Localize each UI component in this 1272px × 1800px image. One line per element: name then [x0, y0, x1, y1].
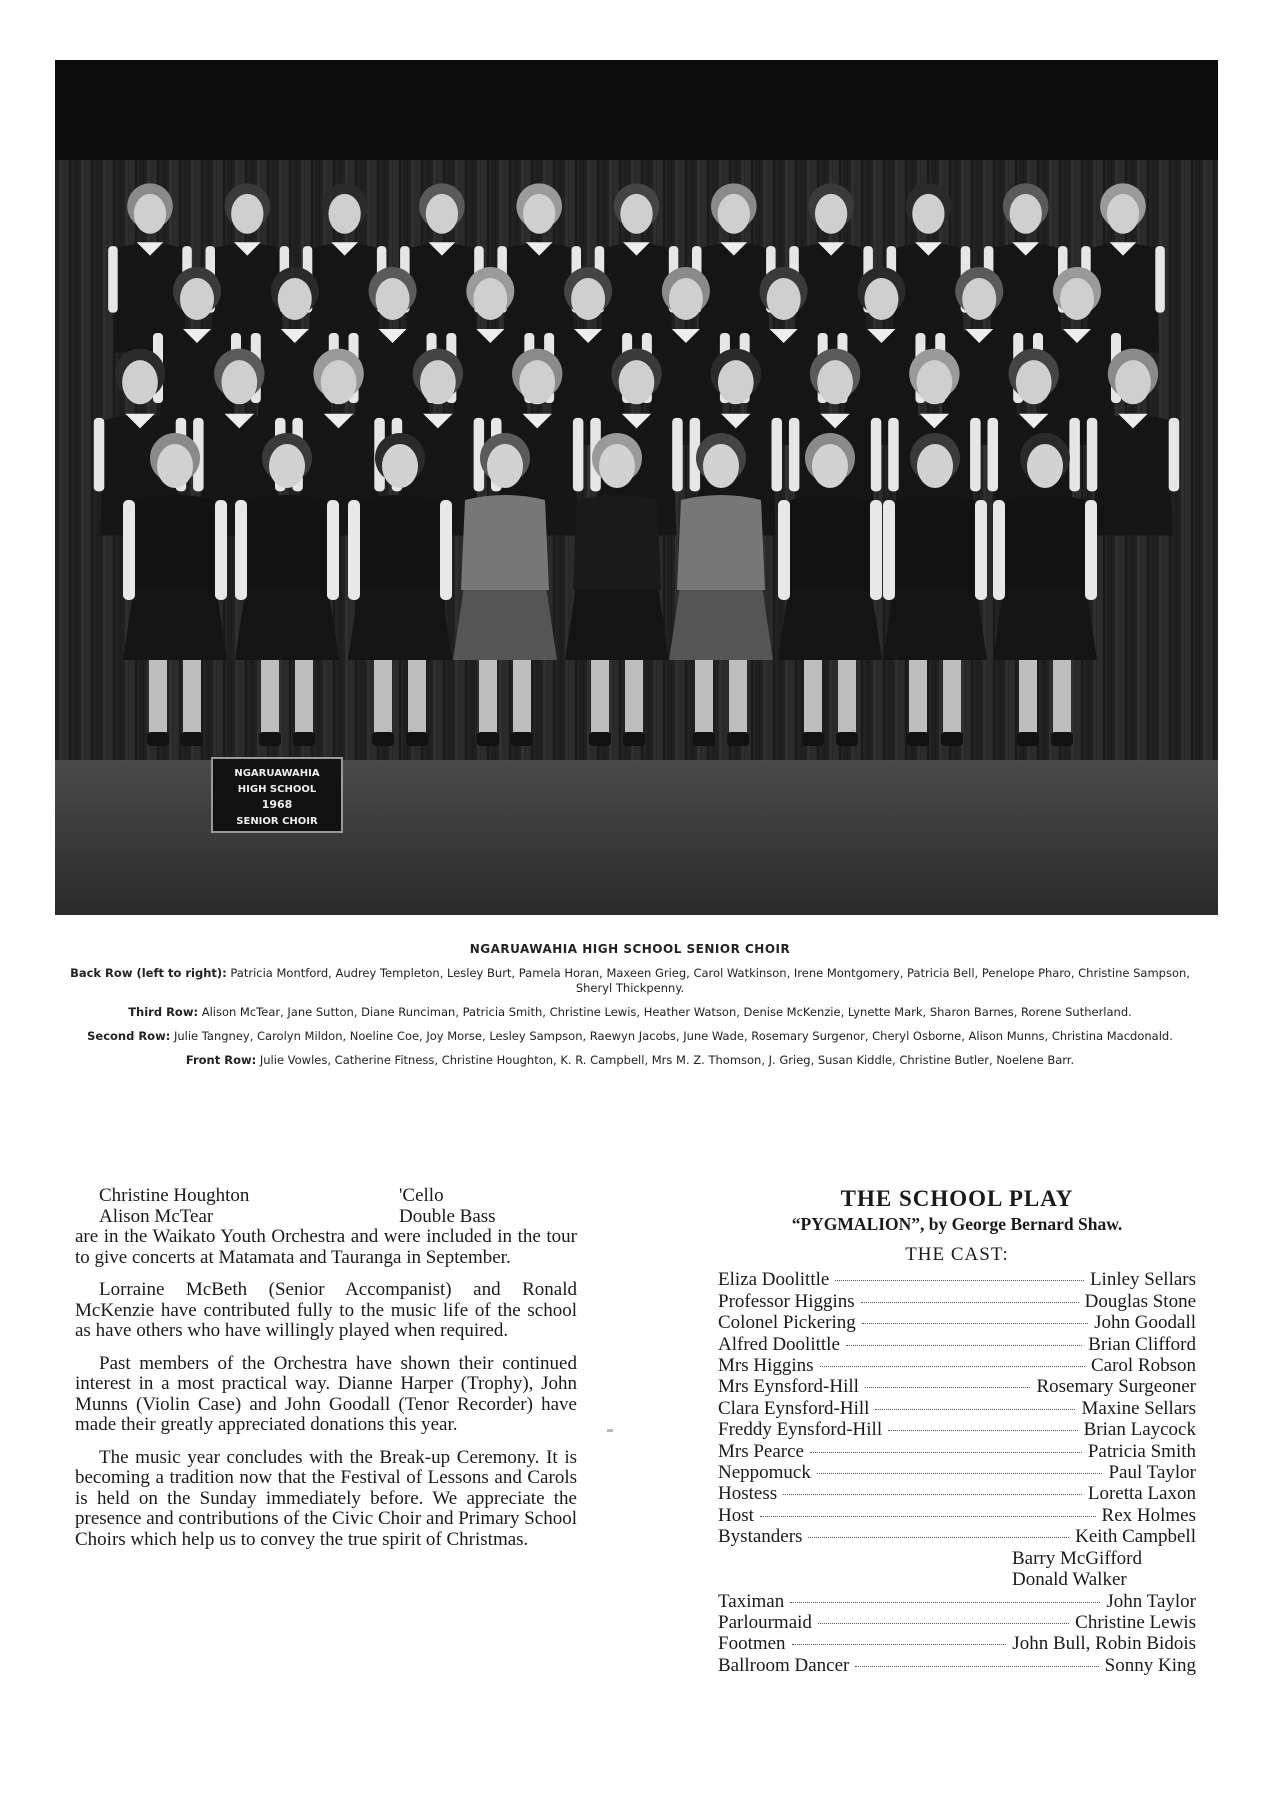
cast-role: Eliza Doolittle — [718, 1269, 830, 1291]
cast-heading: THE CAST: — [905, 1244, 1009, 1265]
cast-role: Mrs Eynsford-Hill — [718, 1376, 859, 1398]
cast-row — [718, 1612, 1196, 1633]
cast-role: Neppomuck — [718, 1462, 811, 1484]
dotted-leader — [790, 1602, 1100, 1603]
musician-name: Christine Houghton — [99, 1185, 250, 1206]
cast-row — [718, 1526, 1196, 1547]
cast-role: Clara Eynsford-Hill — [718, 1397, 870, 1419]
cast-actor: Brian Laycock — [1083, 1419, 1196, 1441]
cast-actor: John Bull, Robin Bidois — [1012, 1633, 1196, 1655]
sign-line-1: NGARUAWAHIA — [234, 768, 320, 779]
cast-role: Host — [718, 1504, 754, 1526]
instrument-name: Double Bass — [399, 1205, 496, 1227]
cast-row — [718, 1376, 1196, 1397]
cast-row — [718, 1334, 1196, 1355]
cast-actor: Brian Clifford — [1088, 1333, 1196, 1355]
cast-row — [718, 1312, 1196, 1333]
cast-row — [718, 1441, 1196, 1462]
cast-actor: John Taylor — [1106, 1590, 1196, 1612]
musician-name: Alison McTear — [99, 1205, 214, 1227]
caption-row-second — [70, 1029, 1190, 1044]
cast-row — [718, 1355, 1196, 1376]
dotted-leader — [810, 1452, 1082, 1453]
cast-role: Alfred Doolittle — [718, 1333, 840, 1355]
dotted-leader — [846, 1345, 1082, 1346]
photo-caption — [70, 942, 1190, 1077]
caption-row-names: Patricia Montford, Audrey Templeton, Lesley Burt, Pamela Horan, Maxeen Grieg, Carol Watkinson, Irene Montgomery, Patricia Bell, Penelope Pharo, Christine Sampson, Sheryl Thickpenny. — [230, 966, 1190, 995]
dotted-leader — [865, 1387, 1031, 1388]
dotted-leader — [817, 1473, 1103, 1474]
cast-role: Taximan — [718, 1590, 785, 1612]
cast-actor: Linley Sellars — [1089, 1269, 1196, 1291]
cast-role: Hostess — [718, 1483, 778, 1505]
print-speck — [607, 1429, 613, 1432]
cast-row — [718, 1633, 1196, 1654]
cast-row — [718, 1505, 1196, 1526]
dotted-leader — [783, 1494, 1082, 1495]
cast-row — [718, 1419, 1196, 1440]
cast-role: Footmen — [718, 1633, 786, 1655]
cast-row — [718, 1462, 1196, 1483]
cast-actor-extra: Donald Walker — [1012, 1569, 1127, 1591]
instrument-row — [75, 1186, 577, 1207]
cast-role: Ballroom Dancer — [718, 1654, 850, 1676]
choir-sign — [212, 758, 342, 832]
dotted-leader — [792, 1644, 1007, 1645]
caption-row-names: Julie Vowles, Catherine Fitness, Christine Houghton, K. R. Campbell, Mrs M. Z. Thomson, J. Grieg, Susan Kiddle, Christine Butler, Noelene Barr. — [259, 1053, 1075, 1067]
cast-row — [718, 1483, 1196, 1504]
instrument-row — [75, 1207, 577, 1228]
cast-actor: Patricia Smith — [1087, 1440, 1196, 1462]
cast-role: Professor Higgins — [718, 1290, 855, 1312]
cast-actor: Rex Holmes — [1101, 1504, 1196, 1526]
cast-actor: Christine Lewis — [1075, 1611, 1196, 1633]
caption-title: NGARUAWAHIA HIGH SCHOOL SENIOR CHOIR — [469, 942, 791, 956]
caption-row-label: Front Row: — [185, 1053, 257, 1067]
dotted-leader — [888, 1430, 1078, 1431]
cast-actor: Loretta Laxon — [1087, 1483, 1196, 1505]
cast-role: Parlourmaid — [718, 1611, 812, 1633]
cast-actor: Maxine Sellars — [1081, 1397, 1196, 1419]
choir-photo-drawing — [55, 60, 1218, 915]
dotted-leader — [862, 1323, 1088, 1324]
cast-list — [718, 1269, 1196, 1676]
caption-row-third — [70, 1005, 1190, 1020]
music-paragraph: Past members of the Orchestra have shown their continued interest in a most practical way. Dianne Harper (Trophy), John Munns (Violin Case) and John Goodall (Tenor Recorder) have made their greatly appreciated donations this year. — [75, 1352, 577, 1435]
cast-role: Freddy Eynsford-Hill — [718, 1419, 883, 1441]
sign-line-3: 1968 — [261, 798, 293, 811]
cast-actor: Paul Taylor — [1108, 1462, 1196, 1484]
dotted-leader — [835, 1280, 1084, 1281]
cast-role: Mrs Higgins — [718, 1355, 814, 1377]
caption-row-front — [70, 1053, 1190, 1068]
choir-photo — [55, 60, 1218, 915]
music-column — [75, 1186, 577, 1562]
caption-row-label: Third Row: — [128, 1005, 199, 1019]
cast-actor-extra: Barry McGifford — [1012, 1547, 1142, 1569]
cast-actor: Douglas Stone — [1084, 1290, 1196, 1312]
play-subtitle: “PYGMALION”, by George Bernard Shaw. — [791, 1214, 1123, 1234]
cast-row — [718, 1591, 1196, 1612]
dotted-leader — [808, 1537, 1069, 1538]
dotted-leader — [861, 1302, 1079, 1303]
cast-role: Mrs Pearce — [718, 1440, 804, 1462]
play-title: THE SCHOOL PLAY — [840, 1186, 1074, 1211]
caption-row-label: Second Row: — [87, 1029, 171, 1043]
instrument-name: 'Cello — [399, 1185, 444, 1206]
music-paragraph: are in the Waikato Youth Orchestra and were included in the tour to give concerts at Matamata and Tauranga in September. — [75, 1226, 577, 1268]
caption-row-names: Julie Tangney, Carolyn Mildon, Noeline Coe, Joy Morse, Lesley Sampson, Raewyn Jacobs, June Wade, Rosemary Surgenor, Cheryl Osborne, Alison Munns, Christina Macdonald. — [173, 1029, 1173, 1043]
sign-line-4: SENIOR CHOIR — [236, 816, 318, 827]
dotted-leader — [855, 1666, 1098, 1667]
cast-actor: Rosemary Surgeoner — [1036, 1376, 1196, 1398]
photo-top-band — [55, 60, 1218, 160]
cast-actor: Keith Campbell — [1075, 1526, 1196, 1548]
cast-actor: Sonny King — [1104, 1654, 1196, 1676]
cast-row — [718, 1398, 1196, 1419]
cast-row — [718, 1269, 1196, 1290]
dotted-leader — [820, 1366, 1085, 1367]
caption-row-names: Alison McTear, Jane Sutton, Diane Runciman, Patricia Smith, Christine Lewis, Heather Watson, Denise McKenzie, Lynette Mark, Sharon Barnes, Rorene Sutherland. — [201, 1005, 1132, 1019]
dotted-leader — [760, 1516, 1096, 1517]
cast-row — [718, 1291, 1196, 1312]
cast-actor: John Goodall — [1094, 1312, 1196, 1334]
dotted-leader — [818, 1623, 1069, 1624]
cast-actor: Carol Robson — [1090, 1355, 1196, 1377]
school-play-column — [718, 1186, 1196, 1676]
caption-row-label: Back Row (left to right): — [70, 966, 227, 980]
music-paragraph: The music year concludes with the Break-up Ceremony. It is becoming a tradition now that the Festival of Lessons and Carols is held on the Sunday immediately before. We appreciate the presence and contributions of the Civic Choir and Primary School Choirs which help us to convey the true spirit of Christmas. — [75, 1446, 577, 1550]
sign-line-2: HIGH SCHOOL — [237, 784, 317, 795]
dotted-leader — [875, 1409, 1075, 1410]
cast-row — [718, 1655, 1196, 1676]
caption-row-back — [70, 966, 1190, 996]
cast-role: Bystanders — [718, 1526, 803, 1548]
cast-role: Colonel Pickering — [718, 1312, 856, 1334]
music-paragraph: Lorraine McBeth (Senior Accompanist) and Ronald McKenzie have contributed fully to the music life of the school as have others who have willingly played when required. — [75, 1279, 577, 1341]
